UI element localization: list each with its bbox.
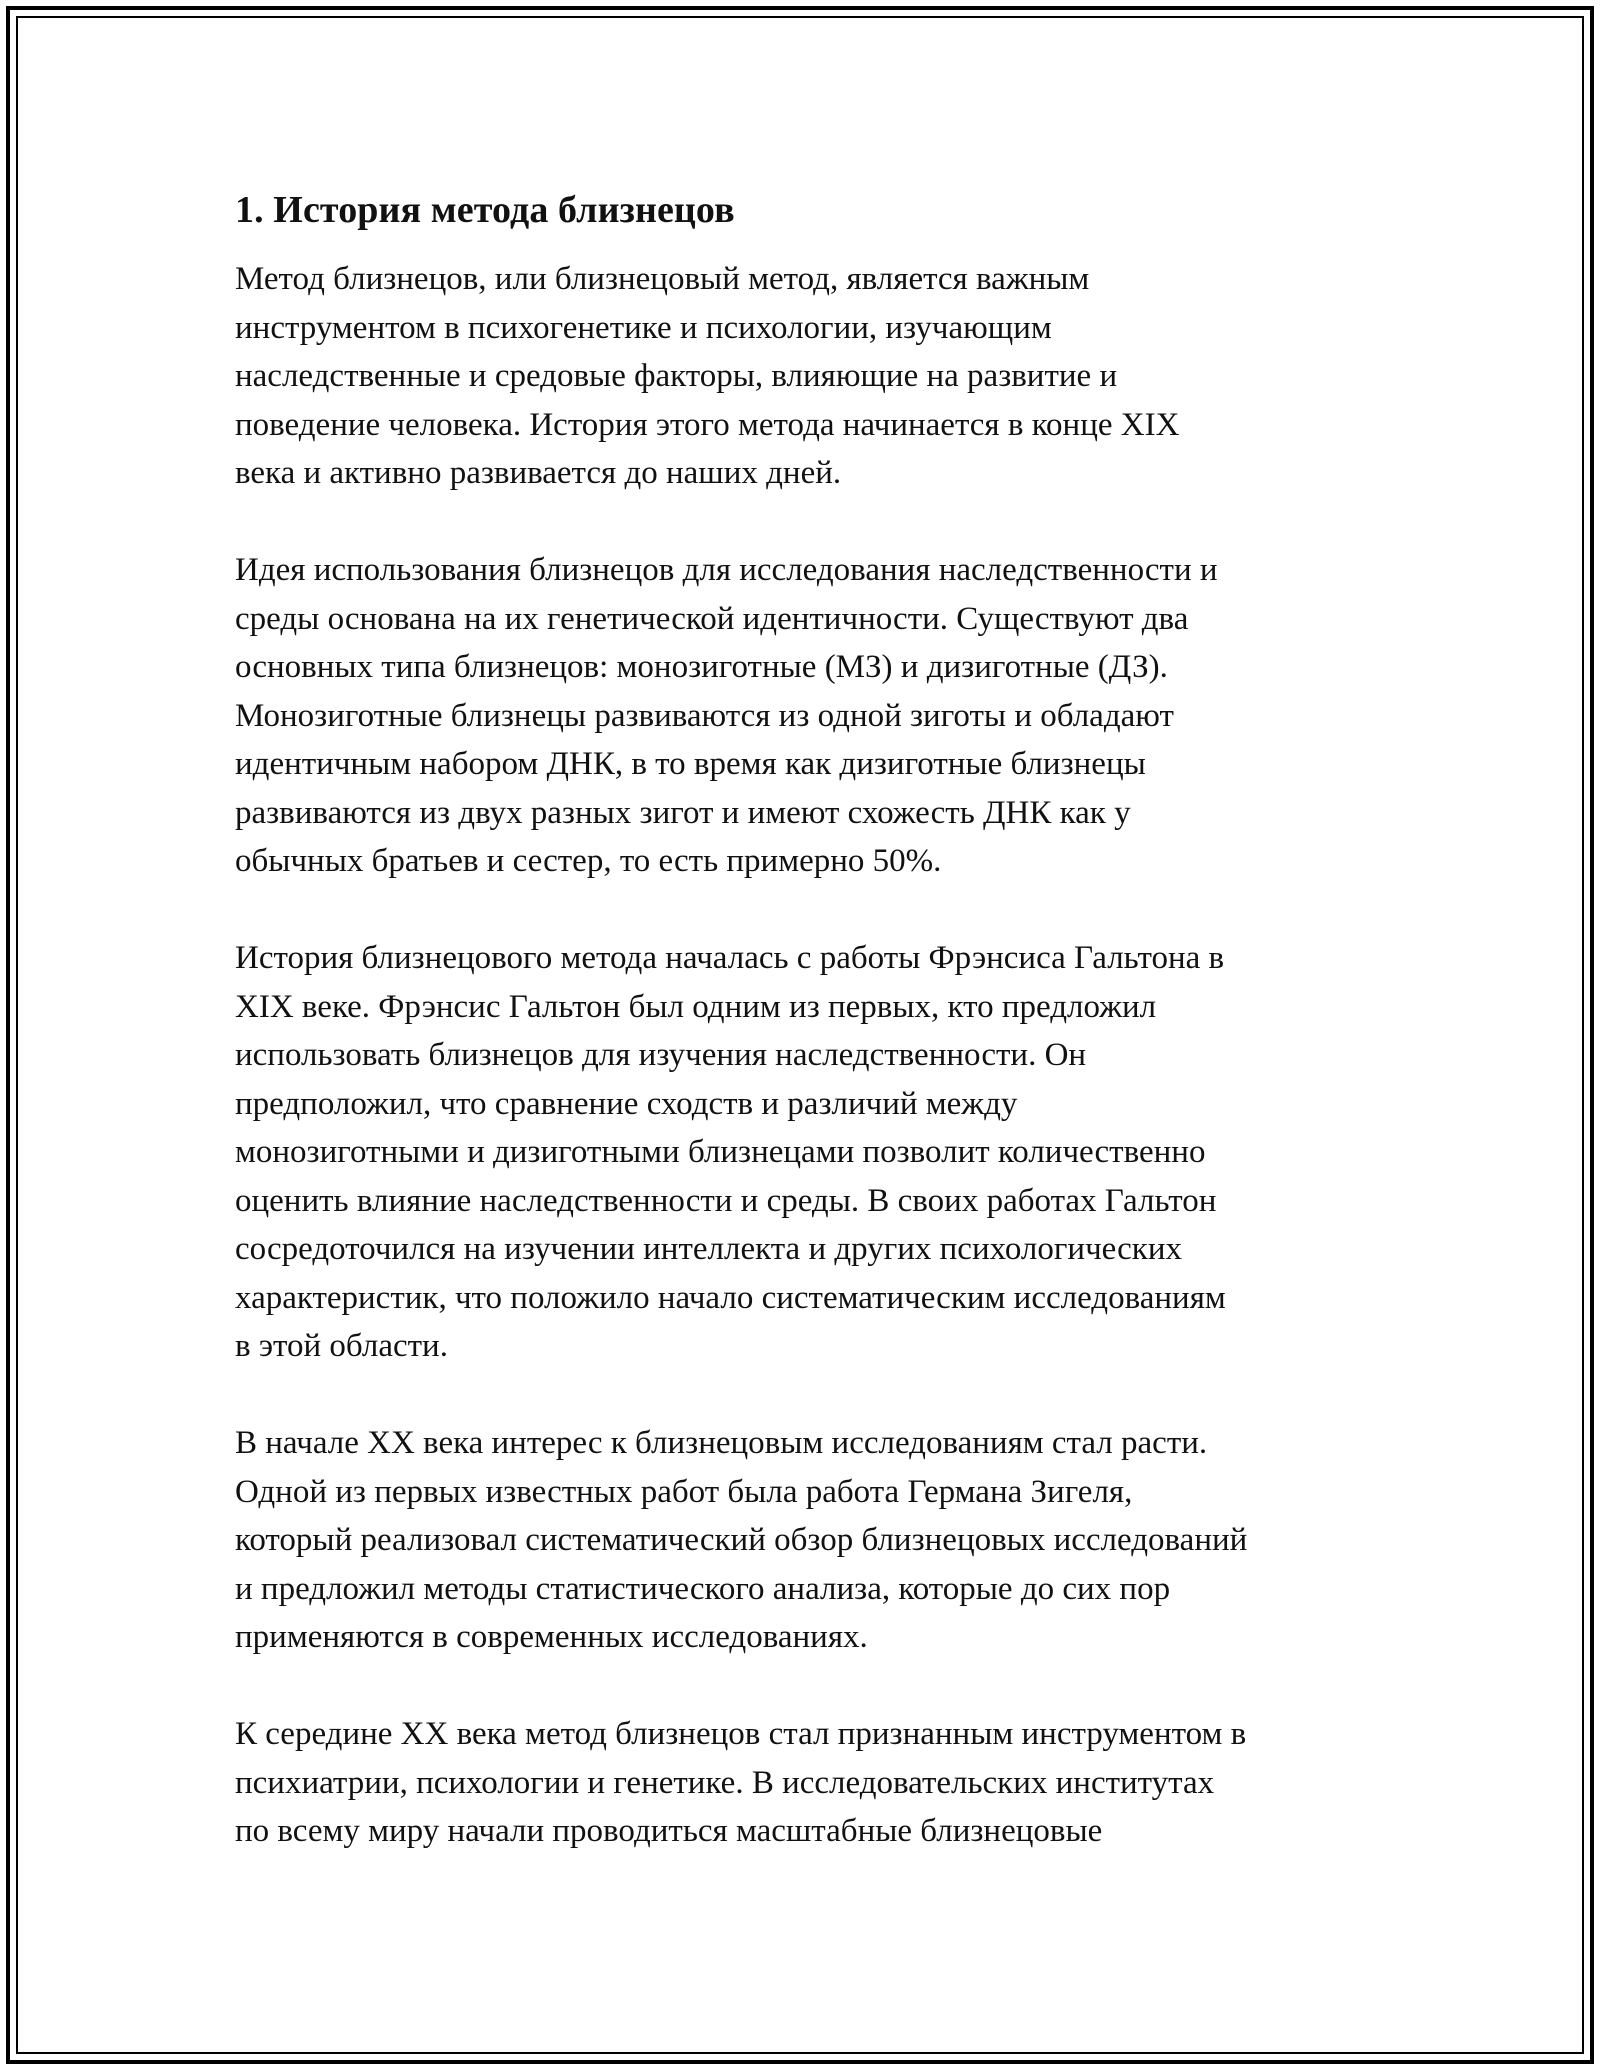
text-line: XIX веке. Фрэнсис Гальтон был одним из первых, кто предложил (235, 988, 1157, 1025)
text-line: поведение человека. История этого метода начинается в конце XIX (235, 406, 1180, 443)
text-line: основных типа близнецов: монозиготные (МЗ) и дизиготные (ДЗ). (235, 649, 1168, 685)
text-line: среды основана на их генетической идентичности. Существуют два (235, 600, 1189, 637)
text-line: который реализовал систематический обзор близнецовых исследований (235, 1522, 1248, 1558)
text-line: наследственные и средовые факторы, влияющие на развитие и (235, 358, 1118, 394)
text-line: характеристик, что положило начало систематическим исследованиям (235, 1279, 1226, 1316)
text-line: сосредоточился на изучении интеллекта и других психологических (235, 1231, 1182, 1267)
text-line: в этой области. (235, 1328, 448, 1364)
paragraph-twin-types (235, 546, 1385, 886)
text-line: века и активно развивается до наших дней. (235, 455, 842, 491)
paragraph-intro (235, 255, 1385, 498)
text-line: применяются в современных исследованиях. (235, 1619, 868, 1655)
text-line: В начале XX века интерес к близнецовым исследованиям стал расти. (235, 1425, 1208, 1461)
text-line: монозиготными и дизиготными близнецами позволит количественно (235, 1134, 1206, 1170)
text-line: Метод близнецов, или близнецовый метод, является важным (235, 261, 1090, 297)
text-line: предположил, что сравнение сходств и различий между (235, 1085, 1018, 1122)
text-line: Одной из первых известных работ была работа Германа Зигеля, (235, 1473, 1133, 1510)
text-line: обычных братьев и сестер, то есть примерно 50%. (235, 843, 942, 879)
text-line: инструментом в психогенетике и психологии, изучающим (235, 309, 1052, 346)
text-line: Идея использования близнецов для исследования наследственности и (235, 552, 1218, 588)
text-line: оценить влияние наследственности и среды. В своих работах Гальтон (235, 1182, 1217, 1219)
section-heading: 1. История метода близнецов (235, 189, 735, 231)
text-line: развиваются из двух разных зигот и имеют схожесть ДНК как у (235, 794, 1131, 831)
text-line: История близнецового метода началась с работы Фрэнсиса Гальтона в (235, 940, 1225, 976)
text-line: и предложил методы статистического анализа, которые до сих пор (235, 1570, 1171, 1607)
text-line: К середине XX века метод близнецов стал признанным инструментом в (235, 1716, 1247, 1752)
text-line: психиатрии, психологии и генетике. В исследовательских институтах (235, 1764, 1215, 1801)
document-body (235, 185, 1385, 1904)
text-line: использовать близнецов для изучения наследственности. Он (235, 1037, 1087, 1073)
paragraph-mid-20th-century (235, 1710, 1385, 1856)
text-line: идентичным набором ДНК, в то время как дизиготные близнецы (235, 746, 1146, 782)
text-line: по всему миру начали проводиться масштабные близнецовые (235, 1813, 1103, 1849)
paragraph-galton (235, 934, 1385, 1371)
text-line: Монозиготные близнецы развиваются из одной зиготы и обладают (235, 697, 1174, 734)
paragraph-early-20th-century (235, 1419, 1385, 1662)
